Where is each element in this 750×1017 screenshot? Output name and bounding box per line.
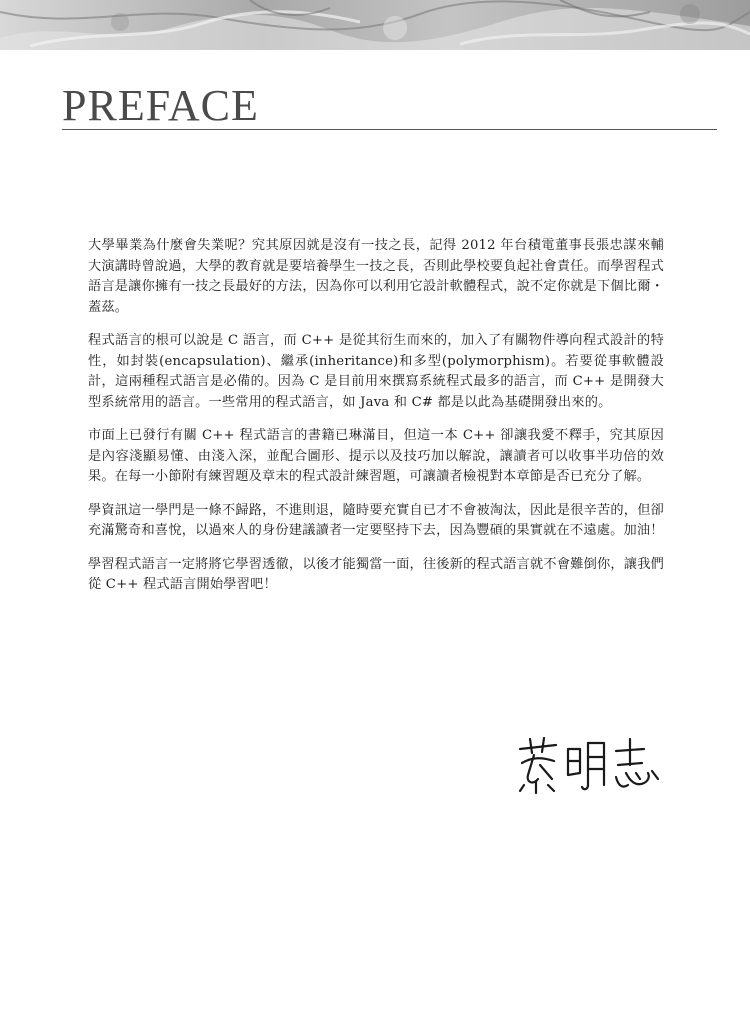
preface-paragraph-5: 學習程式語言一定將將它學習透徹，以後才能獨當一面，往後新的程式語言就不會難倒你，讓我們從 C++ 程式語言開始學習吧！: [88, 556, 664, 592]
page-title: PREFACE: [62, 81, 259, 130]
preface-paragraph-1: 大學畢業為什麼會失業呢？究其原因就是沒有一技之長，記得 2012 年台積電董事長張忠謀來輔大演講時曾說過，大學的教育就是要培養學生一技之長，否則此學校要負起社會責任。而學習程式語言是讓你擁有一技之長最好的方法，因為你可以利用它設計軟體程式，說不定你就是下個比爾・蓋茲。: [88, 238, 664, 315]
preface-paragraph-2: 程式語言的根可以說是 C 語言，而 C++ 是從其衍生而來的，加入了有關物件導向程式設計的特性，如封裝(encapsulation)、繼承(inheritance)和多型(polymorphism)。若要從事軟體設計，這兩種程式語言是必備的。因為 C 是目前用來撰寫系統程式最多的語言，而 C++ 是開發大型系統常用的語言。一些常用的程式語言，如 Java 和 C# 都是以此為基礎開發出來的。: [88, 333, 664, 410]
author-signature: [512, 735, 662, 795]
preface-paragraph-3: 市面上已發行有關 C++ 程式語言的書籍已琳滿目，但這一本 C++ 卻讓我愛不釋手，究其原因是內容淺顯易懂、由淺入深，並配合圖形、提示以及技巧加以解說，讓讀者可以收事半功倍的效果。在每一小節附有練習題及章末的程式設計練習題，可讓讀者檢視對本章節是否已充分了解。: [88, 428, 664, 484]
preface-paragraph-4: 學資訊這一學門是一條不歸路，不進則退，隨時要充實自已才不會被淘汰，因此是很辛苦的，但卻充滿驚奇和喜悅，以過來人的身份建議讀者一定要堅持下去，因為豐碩的果實就在不遠處。加油！: [88, 502, 664, 538]
marble-texture: [0, 0, 750, 50]
preface-body: [88, 236, 664, 609]
header-texture-band: [0, 0, 750, 50]
title-divider: [62, 129, 717, 130]
